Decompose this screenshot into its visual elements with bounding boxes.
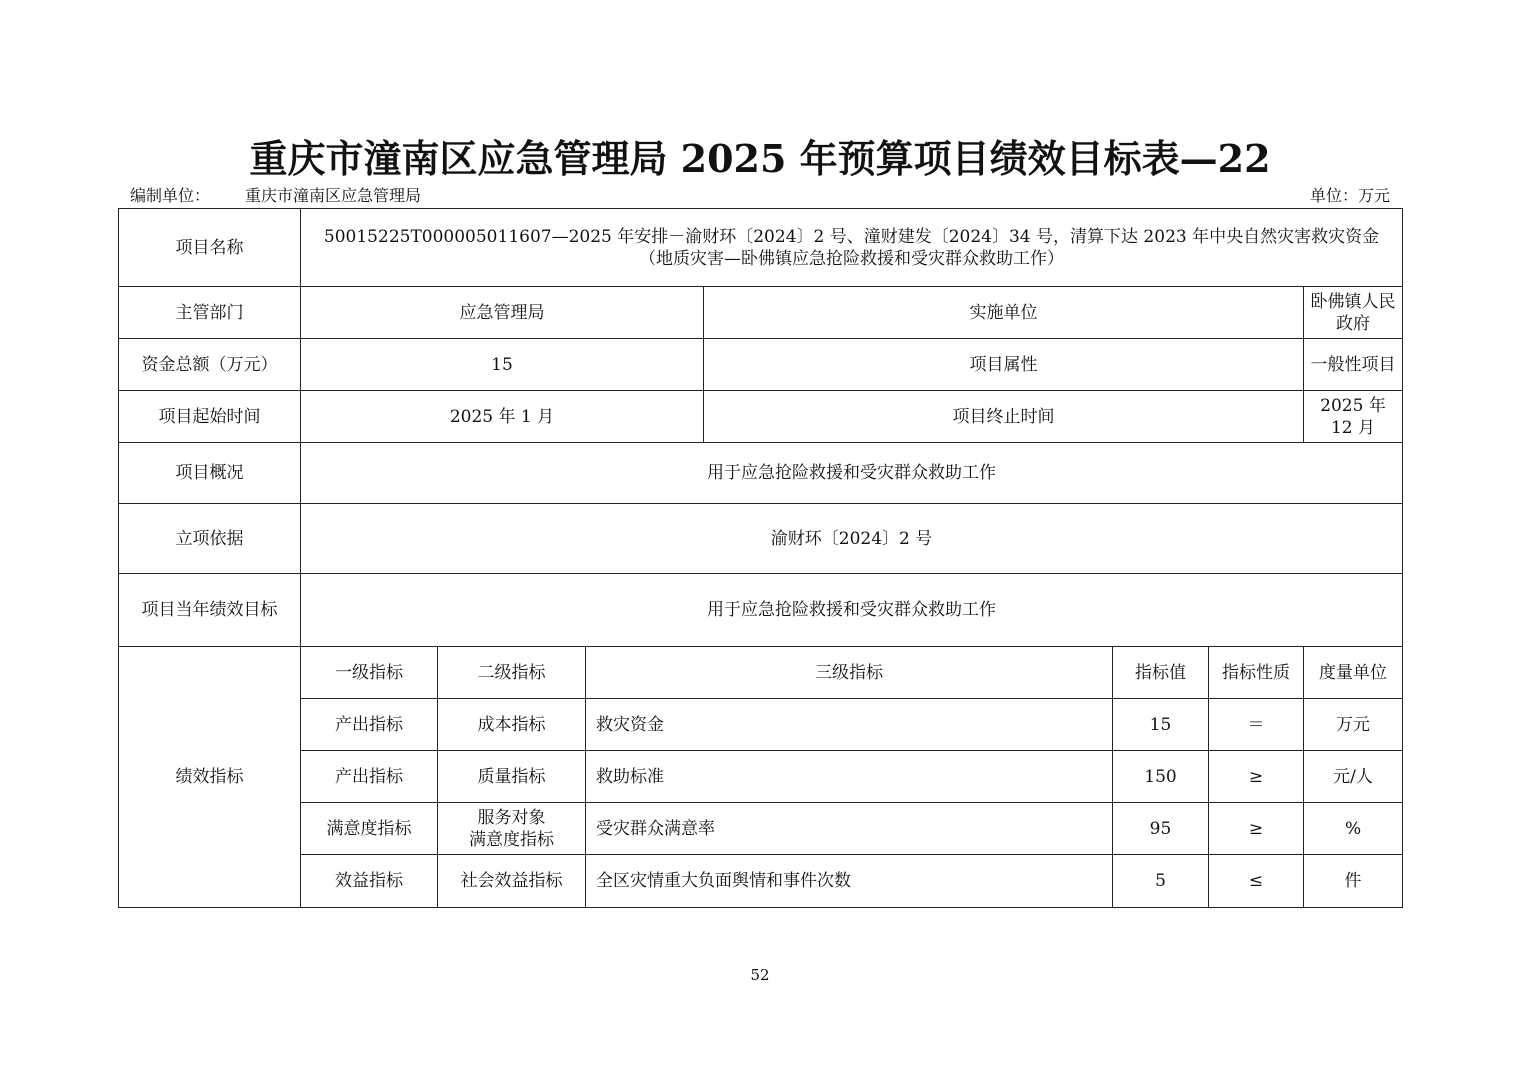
row-level3: 救灾资金 [586, 699, 1113, 751]
header-level1: 一级指标 [301, 647, 438, 699]
row-level1: 产出指标 [301, 751, 438, 803]
indicator-header-row [119, 647, 1403, 699]
row-value: 95 [1113, 803, 1209, 855]
row-level3: 救助标准 [586, 751, 1113, 803]
row-level2 [438, 803, 586, 855]
row-project-name [119, 209, 1403, 287]
row-nature: ≤ [1209, 855, 1304, 908]
goal-value: 用于应急抢险救援和受灾群众救助工作 [301, 574, 1403, 647]
row-overview [119, 443, 1403, 504]
basis-label: 立项依据 [119, 504, 301, 574]
row-level2: 成本指标 [438, 699, 586, 751]
attr-label: 项目属性 [704, 339, 1304, 391]
project-name-line2: （地质灾害—卧佛镇应急抢险救援和受灾群众救助工作） [639, 248, 1065, 269]
table-row [119, 751, 1403, 803]
impl-label: 实施单位 [704, 287, 1304, 339]
row-unit: 件 [1304, 855, 1403, 908]
row-unit: % [1304, 803, 1403, 855]
performance-table [118, 208, 1403, 908]
row-level2-line2: 满意度指标 [469, 829, 554, 850]
header-unit: 度量单位 [1304, 647, 1403, 699]
project-name-line1: 50015225T000005011607—2025 年安排－渝财环〔2024〕2 号、潼财建发〔2024〕34 号，清算下达 2023 年中央自然灾害救灾资金 [323, 226, 1380, 247]
row-level2-line1: 服务对象 [477, 807, 546, 828]
row-unit: 元/人 [1304, 751, 1403, 803]
attr-value: 一般性项目 [1304, 339, 1403, 391]
row-level2: 社会效益指标 [438, 855, 586, 908]
dept-value: 应急管理局 [301, 287, 704, 339]
row-level3: 全区灾情重大负面舆情和事件次数 [586, 855, 1113, 908]
project-name-label: 项目名称 [119, 209, 301, 287]
compiling-unit [130, 184, 421, 208]
compiling-unit-value: 重庆市潼南区应急管理局 [245, 186, 422, 205]
row-level1: 效益指标 [301, 855, 438, 908]
indicators-section-label: 绩效指标 [119, 647, 301, 908]
row-department [119, 287, 1403, 339]
table-row [119, 855, 1403, 908]
row-level3: 受灾群众满意率 [586, 803, 1113, 855]
fund-label: 资金总额（万元） [119, 339, 301, 391]
header-level2: 二级指标 [438, 647, 586, 699]
basis-value: 渝财环〔2024〕2 号 [301, 504, 1403, 574]
table-row [119, 699, 1403, 751]
row-dates [119, 391, 1403, 443]
start-label: 项目起始时间 [119, 391, 301, 443]
goal-label: 项目当年绩效目标 [119, 574, 301, 647]
compiling-unit-label: 编制单位： [130, 186, 211, 205]
impl-value: 卧佛镇人民政府 [1304, 287, 1403, 339]
row-value: 150 [1113, 751, 1209, 803]
header-level3: 三级指标 [586, 647, 1113, 699]
row-value: 15 [1113, 699, 1209, 751]
row-level1: 满意度指标 [301, 803, 438, 855]
row-value: 5 [1113, 855, 1209, 908]
end-value: 2025 年 12 月 [1304, 391, 1403, 443]
fund-value: 15 [301, 339, 704, 391]
row-nature: ≥ [1209, 803, 1304, 855]
row-goal [119, 574, 1403, 647]
row-level1: 产出指标 [301, 699, 438, 751]
row-fund [119, 339, 1403, 391]
row-level2: 质量指标 [438, 751, 586, 803]
row-nature: ＝ [1209, 699, 1304, 751]
project-name-value [301, 209, 1403, 287]
page-title: 重庆市潼南区应急管理局 2025 年预算项目绩效目标表—22 [249, 136, 1271, 181]
start-value: 2025 年 1 月 [301, 391, 704, 443]
header-value: 指标值 [1113, 647, 1209, 699]
row-basis [119, 504, 1403, 574]
row-nature: ≥ [1209, 751, 1304, 803]
row-unit: 万元 [1304, 699, 1403, 751]
currency-unit: 单位：万元 [1309, 186, 1390, 205]
header-nature: 指标性质 [1209, 647, 1304, 699]
overview-label: 项目概况 [119, 443, 301, 504]
overview-value: 用于应急抢险救援和受灾群众救助工作 [301, 443, 1403, 504]
end-label: 项目终止时间 [704, 391, 1304, 443]
table-row [119, 803, 1403, 855]
dept-label: 主管部门 [119, 287, 301, 339]
page-number: 52 [750, 966, 770, 984]
